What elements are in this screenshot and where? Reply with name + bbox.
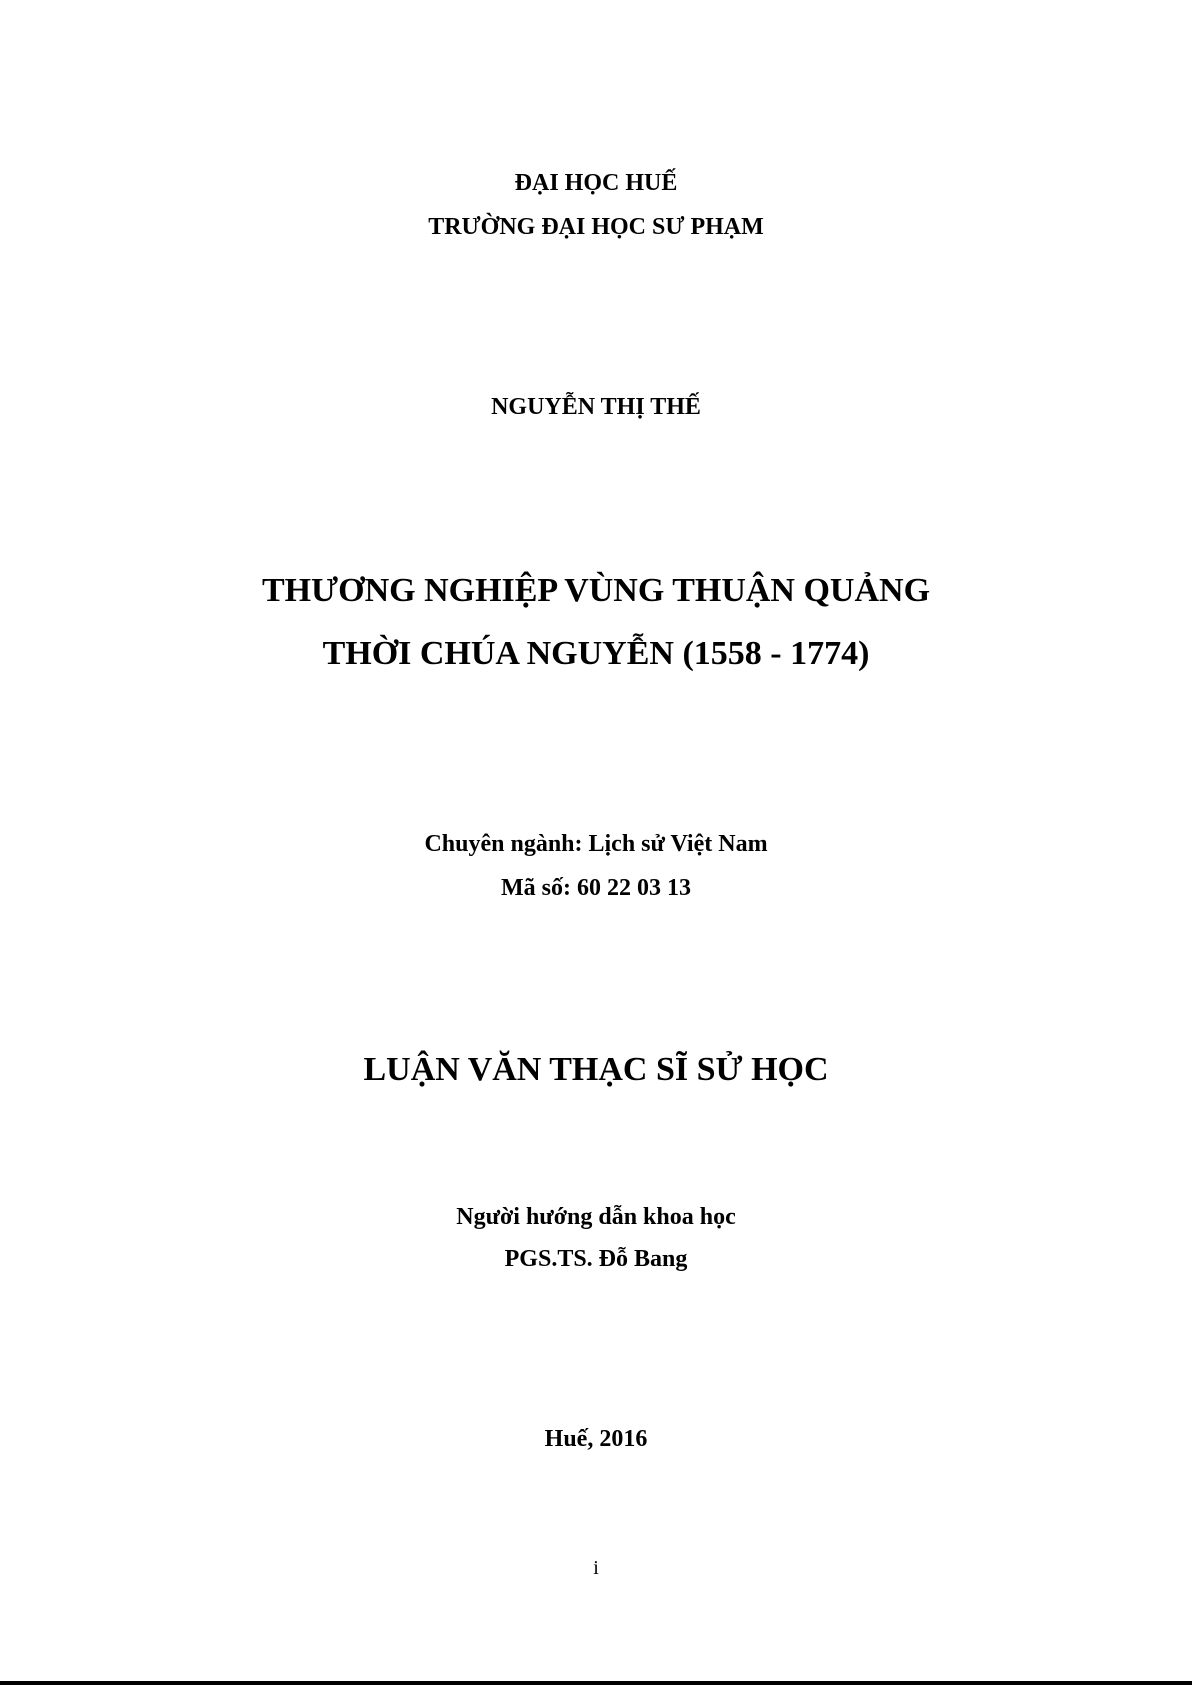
place-year: Huế, 2016 [544, 1426, 648, 1452]
specialty-label: Chuyên ngành: Lịch sử Việt Nam [424, 831, 768, 857]
advisor-label: Người hướng dẫn khoa học [456, 1204, 736, 1230]
school-name: TRƯỜNG ĐẠI HỌC SƯ PHẠM [428, 214, 764, 240]
author-name: NGUYỄN THỊ THẾ [491, 394, 701, 420]
advisor-name: PGS.TS. Đỗ Bang [504, 1246, 688, 1272]
code-label: Mã số: 60 22 03 13 [501, 875, 691, 901]
university-name: ĐẠI HỌC HUẾ [514, 170, 678, 196]
thesis-title-line2: THỜI CHÚA NGUYỄN (1558 - 1774) [322, 635, 870, 672]
thesis-title-line1: THƯƠNG NGHIỆP VÙNG THUẬN QUẢNG [261, 572, 931, 609]
page-number: i [593, 1557, 599, 1579]
bottom-border [0, 1681, 1192, 1685]
degree-title: LUẬN VĂN THẠC SĨ SỬ HỌC [363, 1051, 829, 1088]
